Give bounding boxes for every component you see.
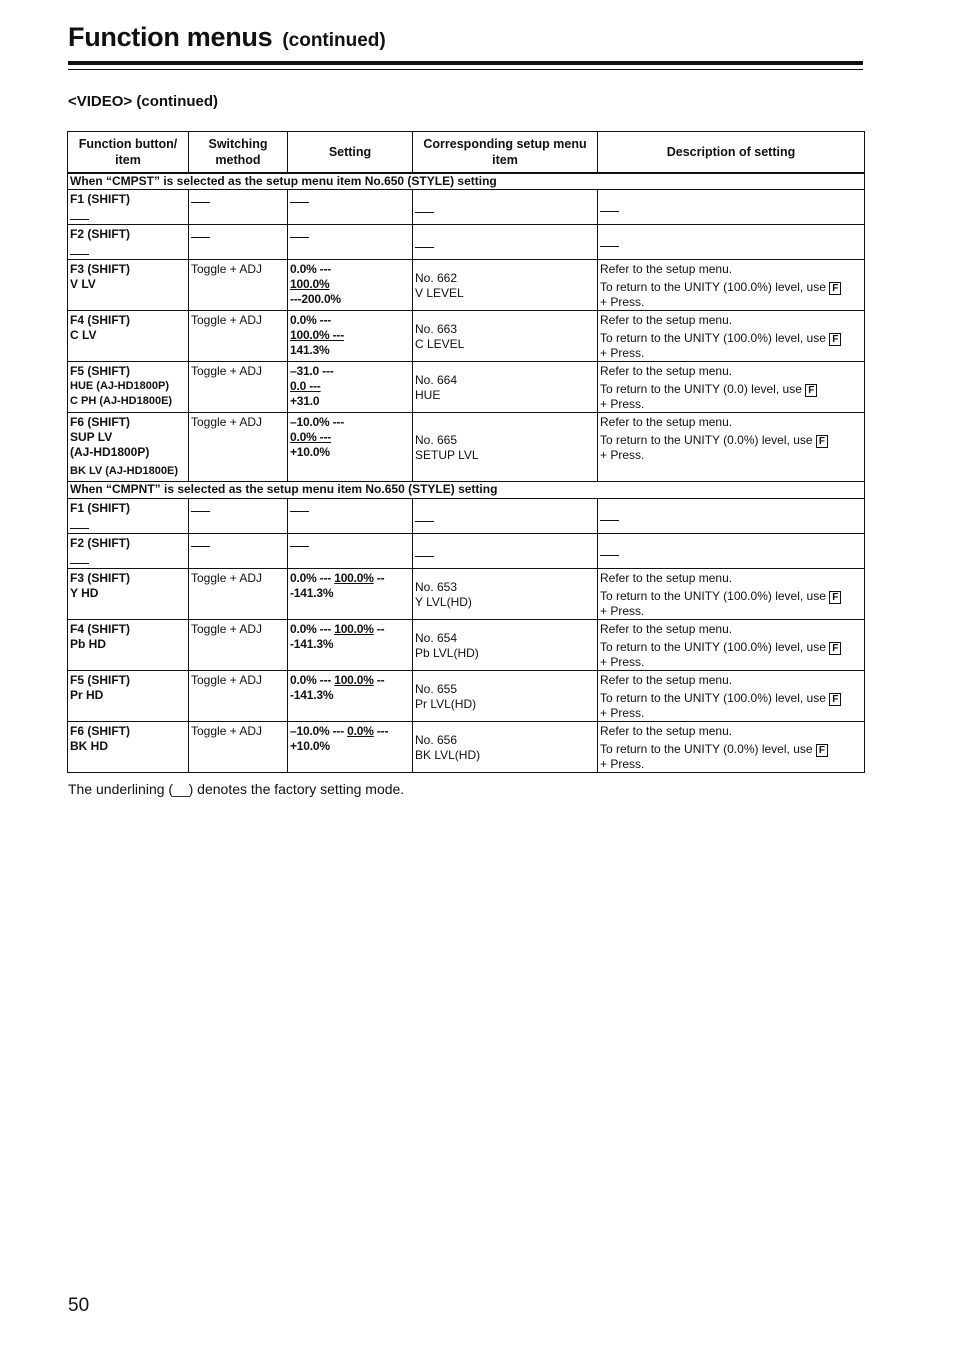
description-text: To return to the UNITY (0.0%) level, use — [600, 433, 813, 447]
empty-dash — [415, 235, 434, 248]
empty-dash — [415, 544, 434, 557]
setting-value: 0.0 --- — [290, 379, 321, 393]
function-cell — [68, 620, 189, 671]
f-key-icon: F — [829, 642, 841, 655]
description-cell — [598, 722, 865, 773]
table-body — [68, 173, 865, 773]
menu-name: SETUP LVL — [415, 448, 479, 462]
setting-cell — [288, 225, 413, 260]
setting-value: 0.0% — [347, 724, 374, 738]
empty-dash — [415, 200, 434, 213]
empty-dash — [415, 509, 434, 522]
menu-item-cell — [413, 620, 598, 671]
function-cell — [68, 225, 189, 260]
empty-dash — [191, 538, 210, 547]
setting-value: 0.0% --- — [290, 571, 335, 585]
page-title — [68, 22, 386, 53]
function-cell — [68, 671, 189, 722]
menu-item-cell — [413, 499, 598, 534]
function-button: F5 (SHIFT) — [70, 364, 130, 378]
table-row — [68, 413, 865, 482]
f-key-icon: F — [829, 282, 841, 295]
description-line: + Press. — [600, 604, 645, 618]
function-button: F2 (SHIFT) — [70, 536, 130, 550]
function-item: Pb HD — [70, 637, 106, 651]
function-item: Y HD — [70, 586, 99, 600]
title-rule-thin — [68, 69, 863, 70]
switching-cell — [189, 620, 288, 671]
switching-method: Toggle + ADJ — [191, 622, 263, 636]
empty-dash — [600, 512, 619, 521]
description-line: + Press. — [600, 757, 645, 771]
switching-cell — [189, 499, 288, 534]
title-main: Function menus — [68, 22, 273, 52]
switching-method: Toggle + ADJ — [191, 571, 263, 585]
menu-item-cell — [413, 569, 598, 620]
setting-value: 0.0% --- — [290, 673, 335, 687]
menu-name: V LEVEL — [415, 286, 464, 300]
table-row — [68, 534, 865, 569]
function-item: V LV — [70, 277, 96, 291]
title-rule-thick — [68, 61, 863, 65]
group-heading-row — [68, 482, 865, 499]
setting-value: 0.0% --- — [290, 622, 335, 636]
switching-cell — [189, 225, 288, 260]
description-line — [600, 331, 862, 346]
description-cell — [598, 225, 865, 260]
function-button: F6 (SHIFT) — [70, 724, 130, 738]
empty-dash — [290, 503, 309, 512]
function-button: F5 (SHIFT) — [70, 673, 130, 687]
function-item: C PH (AJ-HD1800E) — [70, 395, 173, 407]
setting-cell — [288, 499, 413, 534]
description-line — [600, 433, 862, 448]
empty-dash — [191, 229, 210, 238]
switching-cell — [189, 311, 288, 362]
function-cell — [68, 413, 189, 482]
menu-name: Y LVL(HD) — [415, 595, 472, 609]
setting-value: 100.0% --- — [290, 328, 345, 342]
switching-method: Toggle + ADJ — [191, 313, 263, 327]
empty-dash — [290, 194, 309, 203]
function-item: C LV — [70, 328, 97, 342]
function-cell — [68, 722, 189, 773]
table-row — [68, 620, 865, 671]
f-key-icon: F — [829, 333, 841, 346]
switching-method: Toggle + ADJ — [191, 673, 263, 687]
switching-cell — [189, 413, 288, 482]
function-button: F6 (SHIFT) — [70, 415, 130, 429]
function-cell — [68, 190, 189, 225]
description-line — [600, 742, 862, 757]
description-cell — [598, 190, 865, 225]
section-heading: <VIDEO> (continued) — [68, 93, 219, 110]
setting-value: –31.0 --- — [290, 364, 334, 378]
table-row — [68, 671, 865, 722]
menu-number: No. 665 — [415, 433, 458, 447]
empty-dash — [600, 547, 619, 556]
setting-value: 100.0% — [334, 622, 374, 636]
description-line: + Press. — [600, 655, 645, 669]
setting-value: 0.0% --- — [290, 262, 332, 276]
setting-cell — [288, 311, 413, 362]
empty-dash — [600, 203, 619, 212]
f-key-icon: F — [829, 591, 841, 604]
description-line: + Press. — [600, 346, 645, 360]
table-row — [68, 499, 865, 534]
empty-dash — [70, 242, 89, 255]
page-number: 50 — [68, 1295, 90, 1316]
description-cell — [598, 413, 865, 482]
menu-item-cell — [413, 722, 598, 773]
setting-cell — [288, 413, 413, 482]
function-cell — [68, 311, 189, 362]
menu-name: Pb LVL(HD) — [415, 646, 479, 660]
description-line: Refer to the setup menu. — [600, 622, 733, 636]
menu-number: No. 664 — [415, 373, 458, 387]
menu-name: C LEVEL — [415, 337, 465, 351]
function-button: F3 (SHIFT) — [70, 571, 130, 585]
menu-item-cell — [413, 362, 598, 413]
setting-cell — [288, 190, 413, 225]
setting-value: ---141.3% — [290, 571, 385, 600]
description-line: Refer to the setup menu. — [600, 673, 733, 687]
menu-item-cell — [413, 413, 598, 482]
switching-method: Toggle + ADJ — [191, 724, 263, 738]
description-line: + Press. — [600, 295, 645, 309]
setting-cell — [288, 260, 413, 311]
empty-dash — [600, 238, 619, 247]
setting-cell — [288, 671, 413, 722]
setting-value: –10.0% --- — [290, 415, 345, 429]
empty-dash — [290, 229, 309, 238]
f-key-icon: F — [816, 744, 828, 757]
description-cell — [598, 620, 865, 671]
setting-value: 0.0% --- — [290, 430, 332, 444]
group-heading-row — [68, 173, 865, 190]
table-header-row — [68, 132, 865, 173]
description-line: + Press. — [600, 397, 645, 411]
switching-cell — [189, 362, 288, 413]
menu-number: No. 663 — [415, 322, 458, 336]
function-item: HUE (AJ-HD1800P) — [70, 380, 170, 392]
description-cell — [598, 362, 865, 413]
description-cell — [598, 499, 865, 534]
description-line: Refer to the setup menu. — [600, 313, 733, 327]
description-cell — [598, 311, 865, 362]
table-row — [68, 362, 865, 413]
description-text: To return to the UNITY (100.0%) level, use — [600, 691, 826, 705]
table-row — [68, 722, 865, 773]
description-cell — [598, 569, 865, 620]
description-text: To return to the UNITY (0.0%) level, use — [600, 742, 813, 756]
setting-value: +10.0% — [290, 445, 330, 459]
function-cell — [68, 362, 189, 413]
menu-name: Pr LVL(HD) — [415, 697, 477, 711]
function-table — [67, 131, 865, 773]
function-item: (AJ-HD1800P) — [70, 445, 150, 459]
function-button: F2 (SHIFT) — [70, 227, 130, 241]
setting-value: 100.0% — [290, 277, 330, 291]
f-key-icon: F — [829, 693, 841, 706]
function-button: F1 (SHIFT) — [70, 501, 130, 515]
description-cell — [598, 534, 865, 569]
setting-value: 100.0% — [334, 571, 374, 585]
function-cell — [68, 499, 189, 534]
setting-cell — [288, 362, 413, 413]
description-text: To return to the UNITY (100.0%) level, use — [600, 589, 826, 603]
table-row — [68, 260, 865, 311]
description-line: Refer to the setup menu. — [600, 571, 733, 585]
group-heading: When “CMPNT” is selected as the setup menu item No.650 (STYLE) setting — [68, 482, 865, 499]
switching-cell — [189, 260, 288, 311]
setting-cell — [288, 722, 413, 773]
footnote: The underlining (__) denotes the factory setting mode. — [68, 781, 405, 797]
menu-number: No. 655 — [415, 682, 458, 696]
setting-value: --- — [373, 724, 389, 738]
table-row — [68, 311, 865, 362]
description-line: + Press. — [600, 706, 645, 720]
setting-value: ---141.3% — [290, 622, 385, 651]
empty-dash — [191, 194, 210, 203]
description-text: To return to the UNITY (0.0) level, use — [600, 382, 802, 396]
table-row — [68, 569, 865, 620]
column-header: Description of setting — [598, 132, 865, 173]
description-cell — [598, 260, 865, 311]
description-line — [600, 382, 862, 397]
setting-value: ---141.3% — [290, 673, 385, 702]
menu-number: No. 656 — [415, 733, 458, 747]
menu-name: HUE — [415, 388, 441, 402]
f-key-icon: F — [816, 435, 828, 448]
menu-number: No. 654 — [415, 631, 458, 645]
table-row — [68, 225, 865, 260]
switching-cell — [189, 190, 288, 225]
column-header: Function button/ item — [68, 132, 189, 173]
menu-item-cell — [413, 311, 598, 362]
function-item: Pr HD — [70, 688, 104, 702]
empty-dash — [70, 516, 89, 529]
switching-method: Toggle + ADJ — [191, 262, 263, 276]
switching-cell — [189, 671, 288, 722]
switching-method: Toggle + ADJ — [191, 415, 263, 429]
setting-value: +10.0% — [290, 739, 330, 753]
setting-cell — [288, 534, 413, 569]
setting-value: 100.0% — [334, 673, 374, 687]
switching-cell — [189, 569, 288, 620]
description-line — [600, 640, 862, 655]
function-button: F3 (SHIFT) — [70, 262, 130, 276]
menu-item-cell — [413, 190, 598, 225]
group-heading: When “CMPST” is selected as the setup menu item No.650 (STYLE) setting — [68, 173, 865, 190]
description-text: To return to the UNITY (100.0%) level, use — [600, 640, 826, 654]
function-item: BK HD — [70, 739, 108, 753]
description-line — [600, 691, 862, 706]
function-item: BK LV (AJ-HD1800E) — [70, 465, 178, 477]
description-text: To return to the UNITY (100.0%) level, use — [600, 331, 826, 345]
description-line — [600, 589, 862, 604]
description-line — [600, 280, 862, 295]
empty-dash — [290, 538, 309, 547]
description-line: + Press. — [600, 448, 645, 462]
function-button: F1 (SHIFT) — [70, 192, 130, 206]
menu-item-cell — [413, 534, 598, 569]
description-line: Refer to the setup menu. — [600, 415, 733, 429]
setting-cell — [288, 569, 413, 620]
menu-item-cell — [413, 671, 598, 722]
switching-method: Toggle + ADJ — [191, 364, 263, 378]
column-header: Corresponding setup menu item — [413, 132, 598, 173]
table-row — [68, 190, 865, 225]
menu-item-cell — [413, 225, 598, 260]
function-cell — [68, 569, 189, 620]
setting-value: 0.0% --- — [290, 313, 332, 327]
setting-cell — [288, 620, 413, 671]
setting-value: ---200.0% — [290, 292, 341, 306]
description-cell — [598, 671, 865, 722]
column-header: Setting — [288, 132, 413, 173]
menu-number: No. 662 — [415, 271, 458, 285]
description-line: Refer to the setup menu. — [600, 364, 733, 378]
title-continued: (continued) — [282, 30, 386, 51]
description-line: Refer to the setup menu. — [600, 262, 733, 276]
switching-cell — [189, 722, 288, 773]
empty-dash — [70, 207, 89, 220]
description-line: Refer to the setup menu. — [600, 724, 733, 738]
menu-number: No. 653 — [415, 580, 458, 594]
setting-value: 141.3% — [290, 343, 330, 357]
setting-value: +31.0 — [290, 394, 320, 408]
empty-dash — [70, 551, 89, 564]
f-key-icon: F — [805, 384, 817, 397]
switching-cell — [189, 534, 288, 569]
menu-name: BK LVL(HD) — [415, 748, 481, 762]
function-item: SUP LV — [70, 430, 113, 444]
empty-dash — [191, 503, 210, 512]
function-button: F4 (SHIFT) — [70, 313, 130, 327]
function-cell — [68, 534, 189, 569]
function-cell — [68, 260, 189, 311]
description-text: To return to the UNITY (100.0%) level, use — [600, 280, 826, 294]
function-button: F4 (SHIFT) — [70, 622, 130, 636]
column-header: Switching method — [189, 132, 288, 173]
setting-value: –10.0% --- — [290, 724, 348, 738]
menu-item-cell — [413, 260, 598, 311]
